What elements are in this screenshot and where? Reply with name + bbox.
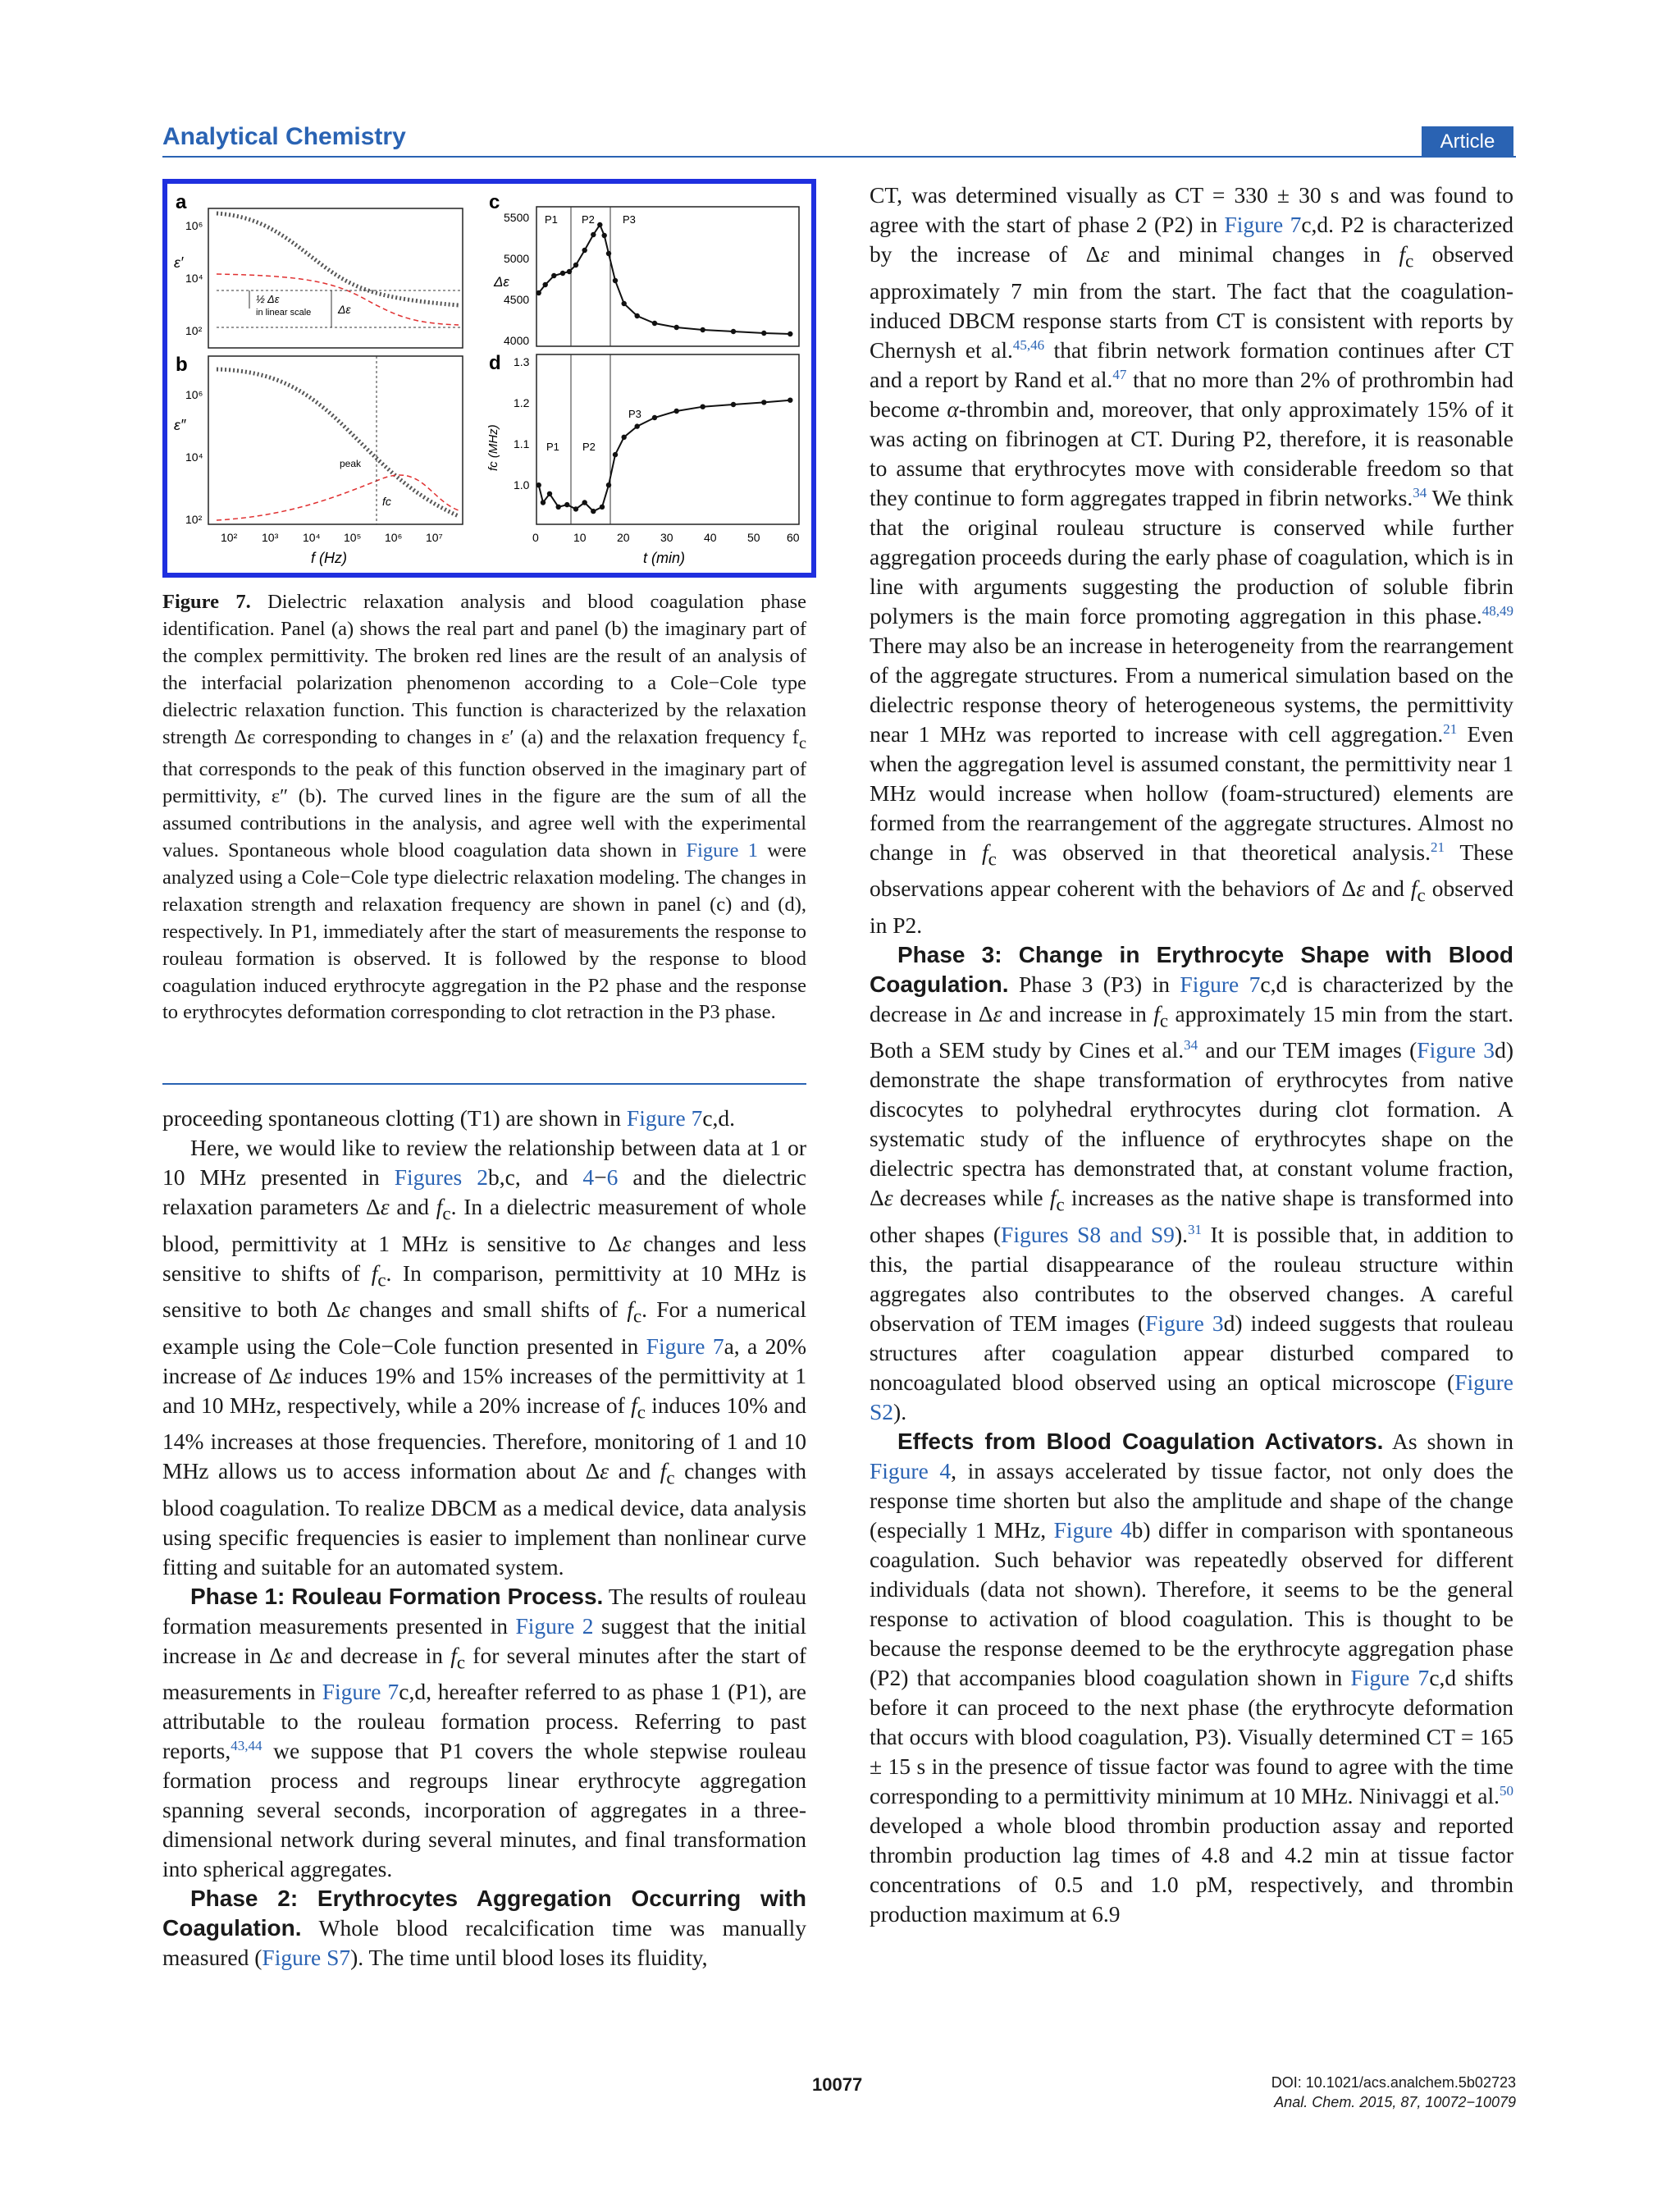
figure-link[interactable]: Figure 7 xyxy=(626,1105,703,1131)
paragraph: Effects from Blood Coagulation Activators. As shown in Figure 4, in assays accelerated by tissue factor, not only does the response time shorten but also the amplitude and shape of the change (especially 1 MHz, Figure 4b) differ in comparison with spontaneous coagulation. Such behavior was repeatedly observed for different individuals (data not shown). Therefore, it seems to be the general response to activation of blood coagulation. This is thought to be because the response deemed to be the erythrocyte aggregation phase (P2) that accompanies blood coagulation shown in Figure 7c,d shifts before it can proceed to the next phase (the erythrocyte deformation that occurs with blood coagulation, P3). Visually determined CT = 165 ± 15 s in the presence of tissue factor was found to agree with the time corresponding to a permittivity minimum at 10 MHz. Ninivaggi et al.$^{50}$ developed a whole blood thrombin production assay and reported thrombin production lag times of 4.8 and 4.2 min at tissue factor concentrations of 0.5 and 1.0 pM, respectively, and thrombin production maximum at 6.9 xyxy=(870,1428,1513,1927)
panel-c-ytick: 5500 xyxy=(504,211,530,224)
panel-a-ylabel: ε′ xyxy=(174,254,184,271)
panel-c-data-point xyxy=(701,327,705,332)
panel-a-linear-label: in linear scale xyxy=(256,308,312,318)
panel-b-data-curve xyxy=(217,369,459,516)
panel-d-data-point xyxy=(652,415,657,420)
citation-link[interactable]: 31 xyxy=(1187,1221,1202,1237)
panel-d-ytick: 1.2 xyxy=(514,396,530,409)
panel-d-data-point xyxy=(761,400,766,405)
panel-b-xtick: 10⁴ xyxy=(303,531,321,544)
panel-c-data-point xyxy=(602,233,607,238)
panel-d-data-point xyxy=(600,505,605,510)
panel-c-data-point xyxy=(613,278,618,283)
paragraph: Phase 1: Rouleau Formation Process. The results of rouleau formation measurements presented in Figure 2 suggest that the initial increase in Δε and decrease in $f_c$ for several minutes after the start of measurements in Figure 7c,d, hereafter referred to as phase 1 (P1), are attributable to the rouleau formation process. Referring to past reports,$^{43,44}$ we suppose that P1 covers the whole stepwise rouleau formation process and regroups linear erythrocyte aggregation spanning several seconds, incorporation of aggregates in a three-dimensional network during several minutes, and final transformation into spherical aggregates. xyxy=(162,1583,807,1881)
panel-b-ylabel: ε″ xyxy=(174,417,186,433)
citation-link[interactable]: 48,49 xyxy=(1481,602,1513,619)
panel-d-data-point xyxy=(788,398,792,403)
panel-c-data-point xyxy=(652,321,657,326)
section-heading: Effects from Blood Coagulation Activators. xyxy=(897,1428,1384,1454)
panel-c-series-line xyxy=(539,225,791,334)
panel-b-ytick: 10⁴ xyxy=(185,450,203,464)
panel-d-data-point xyxy=(541,500,546,505)
header-rule xyxy=(162,156,1516,158)
panel-b-xlabel: f (Hz) xyxy=(311,550,347,566)
page-number: 10077 xyxy=(812,2074,863,2095)
figure-link[interactable]: Figure S2 xyxy=(870,1369,1513,1424)
figure-link[interactable]: Figures 2 xyxy=(394,1164,488,1190)
panel-b-xtick: 10³ xyxy=(262,531,279,544)
panel-d-xlabel: t (min) xyxy=(643,550,685,566)
panel-c-data-point xyxy=(622,301,627,306)
panel-d-axes xyxy=(536,354,799,524)
panel-b-fc-label: fc xyxy=(382,495,391,508)
panel-d-data-point xyxy=(731,402,736,407)
panel-b-xtick: 10⁷ xyxy=(426,531,443,544)
panel-d-xtick: 20 xyxy=(617,531,630,544)
panel-c-data-point xyxy=(635,313,640,318)
panel-c-data-point xyxy=(573,263,578,267)
panel-d-xtick: 40 xyxy=(704,531,717,544)
panel-c-data-point xyxy=(551,273,556,278)
panel-d-data-point xyxy=(564,502,569,507)
panel-b-axes xyxy=(208,356,463,524)
citation-link[interactable]: 21 xyxy=(1431,839,1445,855)
panel-c-phase-label: P2 xyxy=(582,213,595,226)
panel-b-peak-label: peak xyxy=(340,458,362,469)
panel-d-phase-label: P2 xyxy=(582,441,596,453)
citation-link[interactable]: 34 xyxy=(1184,1036,1198,1053)
panel-d-series-line xyxy=(539,400,791,511)
figure-link[interactable]: Figure 4 xyxy=(1053,1516,1132,1543)
panel-b-fit-line xyxy=(217,475,459,520)
panel-a-data-curve xyxy=(217,213,459,305)
figure-link[interactable]: Figure 7 xyxy=(1350,1664,1430,1690)
panel-d-xtick: 10 xyxy=(573,531,587,544)
panel-c-ytick: 4500 xyxy=(504,293,530,306)
figure-link[interactable]: Figure 4 xyxy=(870,1457,952,1484)
panel-d-data-point xyxy=(591,509,596,514)
figure-link[interactable]: Figures S8 and S9 xyxy=(1001,1221,1175,1247)
panel-a-half-label: ½ Δε xyxy=(256,293,280,305)
figure-link[interactable]: Figure 3 xyxy=(1145,1310,1224,1336)
panel-c-data-point xyxy=(560,271,565,276)
panel-d-ytick: 1.3 xyxy=(514,355,530,368)
right-column xyxy=(870,181,1513,1929)
panel-b-xtick: 10⁶ xyxy=(385,531,403,544)
panel-d-xtick: 0 xyxy=(532,531,539,544)
panel-c-data-point xyxy=(582,248,587,253)
panel-d-data-point xyxy=(622,435,627,440)
figure-link[interactable]: Figure 7 xyxy=(322,1679,399,1704)
panel-c-ytick: 4000 xyxy=(504,334,530,347)
panel-c-data-point xyxy=(543,282,548,287)
panel-d-phase-label: P1 xyxy=(546,441,559,453)
section-heading: Phase 3: Change in Erythrocyte Shape with Blood Coagulation. xyxy=(870,941,1513,997)
panel-a-ytick: 10⁶ xyxy=(185,219,203,232)
citation-link[interactable]: 43,44 xyxy=(231,1737,262,1753)
panel-c-data-point xyxy=(674,325,679,330)
panel-b-xtick: 10⁵ xyxy=(344,531,362,544)
footer-citation xyxy=(1271,2073,1516,2112)
panel-c-data-point xyxy=(591,232,596,237)
panel-c-ylabel: Δε xyxy=(494,274,509,290)
figure-link[interactable]: Figure 7 xyxy=(646,1333,724,1359)
panel-d-letter: d xyxy=(489,352,501,374)
journal-title[interactable]: Analytical Chemistry xyxy=(162,123,406,150)
panel-d-phase-label: P3 xyxy=(628,408,641,420)
citation-link[interactable]: 50 xyxy=(1500,1782,1513,1799)
panel-d-data-point xyxy=(536,482,541,487)
caption-rule xyxy=(162,1083,806,1085)
panel-d-xtick: 60 xyxy=(787,531,800,544)
panel-d-data-point xyxy=(701,405,705,409)
panel-d-data-point xyxy=(547,491,552,496)
panel-d-data-point xyxy=(556,505,561,510)
panel-d-data-point xyxy=(582,500,587,505)
panel-c-data-point xyxy=(731,329,736,334)
caption-sub: c xyxy=(798,734,806,752)
section-heading: Phase 1: Rouleau Formation Process. xyxy=(190,1583,604,1609)
panel-d-data-point xyxy=(635,423,640,428)
panel-b-letter: b xyxy=(176,354,188,376)
panel-a-letter: a xyxy=(176,191,187,213)
panel-a-ytick: 10² xyxy=(185,324,203,337)
panel-c-letter: c xyxy=(489,191,500,213)
citation-link[interactable]: 47 xyxy=(1112,366,1127,382)
figure-7[interactable] xyxy=(162,179,816,578)
panel-a-delta-label: Δε xyxy=(338,303,351,316)
caption-text-3: were analyzed using a Cole−Cole type dielectric relaxation modeling. The changes in relaxation strength and relaxation frequency are shown in panel (c) and (d), respectively. In P1, immediately after the start of measurements the response to rouleau formation is observed. It is followed by the response to blood coagulation induced erythrocyte aggregation in the P2 phase and the response to erythrocytes deformation corresponding to clot retraction in the P3 phase. xyxy=(162,839,806,1024)
panel-a-ytick: 10⁴ xyxy=(185,272,203,285)
caption-text: Dielectric relaxation analysis and blood coagulation phase identification. Panel (a) shows the real part and panel (b) the imaginary part of the complex permittivity. The broken red lines are the result of an analysis of the interfacial polarization phenomenon according to a Cole−Cole type dielectric relaxation function. This function is characterized by the relaxation strength Δε corresponding to changes in ε′ (a) and the relaxation frequency f xyxy=(162,591,806,748)
paragraph: proceeding spontaneous clotting (T1) are shown in Figure 7c,d. xyxy=(162,1105,736,1131)
paragraph: Phase 3: Change in Erythrocyte Shape with Blood Coagulation. Phase 3 (P3) in Figure 7c,d is characterized by the decrease in Δε and increase in $f_c$ approximately 15 min from the start. Both a SEM study by Cines et al.$^{34}$ and our TEM images (Figure 3d) demonstrate the shape transformation of erythrocytes from native discocytes to polyhedral erythrocytes during clot formation. A systematic study of the influence of erythrocytes shape on the dielectric spectra has demonstrated that, at constant volume fraction, Δε decreases while $f_c$ increases as the native shape is transformed into other shapes (Figures S8 and S9).$^{31}$ It is possible that, in addition to this, the partial disappearance of the rouleau structure within aggregates also contributes to the observed changes. A careful observation of TEM images (Figure 3d) indeed suggests that rouleau structures after coagulation appear disturbed compared to noncoagulated blood observed using an optical microscope (Figure S2). xyxy=(870,941,1514,1424)
panel-d-data-point xyxy=(573,506,578,511)
panel-d-data-point xyxy=(613,452,618,457)
figure-link[interactable]: 6 xyxy=(606,1164,619,1190)
panel-d-xtick: 30 xyxy=(660,531,673,544)
figure-7-graphic xyxy=(167,184,811,573)
left-column xyxy=(162,1104,806,1973)
panel-c-data-point xyxy=(606,251,611,256)
panel-c-data-point xyxy=(567,269,572,274)
panel-b-ytick: 10⁶ xyxy=(185,388,203,401)
section-heading: Phase 2: Erythrocytes Aggregation Occurring with Coagulation. xyxy=(162,1886,806,1941)
panel-d-ytick: 1.1 xyxy=(514,437,530,450)
paragraph: Phase 2: Erythrocytes Aggregation Occurring with Coagulation. Whole blood recalcification time was manually measured (Figure S7). The time until blood loses its fluidity, xyxy=(162,1886,806,1970)
panel-d-data-point xyxy=(674,409,679,414)
panel-d-data-point xyxy=(606,482,611,487)
panel-d-ytick: 1.0 xyxy=(514,478,530,491)
panel-d-ylabel: fc (MHz) xyxy=(486,424,500,471)
paragraph: Here, we would like to review the relationship between data at 1 or 10 MHz presented in Figures 2b,c, and 4−6 and the dielectric relaxation parameters Δε and $f_c$. In a dielectric measurement of whole blood, permittivity at 1 MHz is sensitive to Δε changes and less sensitive to shifts of $f_c$. In comparison, permittivity at 10 MHz is sensitive to both Δε changes and small shifts of $f_c$. For a numerical example using the Cole−Cole function presented in Figure 7a, a 20% increase of Δε induces 19% and 15% increases of the permittivity at 1 and 10 MHz, respectively, while a 20% increase of $f_c$ induces 10% and 14% increases at those frequencies. Therefore, monitoring of 1 and 10 MHz allows us to access information about Δε and $f_c$ changes with blood coagulation. To realize DBCM as a medical device, data analysis using specific frequencies is easier to implement than nonlinear curve fitting and suitable for an automated system. xyxy=(162,1135,807,1580)
panel-d-xtick: 50 xyxy=(747,531,760,544)
panel-b-xtick: 10² xyxy=(221,531,238,544)
caption-label: Figure 7. xyxy=(162,591,251,613)
panel-c-data-point xyxy=(597,222,602,227)
figure-link[interactable]: 4 xyxy=(582,1164,595,1190)
panel-a-fit-line xyxy=(217,274,459,325)
panel-b-ytick: 10² xyxy=(185,513,203,526)
panel-c-ytick: 5000 xyxy=(504,252,530,265)
figure-link[interactable]: Figure 3 xyxy=(1417,1037,1495,1063)
figure-link[interactable]: Figure 7 xyxy=(1180,971,1261,997)
figure-link[interactable]: Figure 2 xyxy=(515,1612,594,1639)
panel-c-phase-label: P1 xyxy=(545,213,558,226)
figure-1-link[interactable]: Figure 1 xyxy=(686,839,759,862)
figure-link[interactable]: Figure 7 xyxy=(1224,212,1302,237)
paragraph: CT, was determined visually as CT = 330 ± 30 s and was found to agree with the start of phase 2 (P2) in Figure 7c,d. P2 is characterized by the increase of Δε and minimal changes in $f_c$ observed approximately 7 min from the start. The fact that the coagulation-induced DBCM response starts from CT is consistent with reports by Chernysh et al.$^{45,46}$ that fibrin network formation continues after CT and a report by Rand et al.$^{47}$ that no more than 2% of prothrombin had become α-thrombin and, moreover, that only approximately 15% of it was acting on fibrinogen at CT. During P2, therefore, it is reasonable to assume that erythrocytes move with considerable freedom so that they continue to form aggregates trapped in fibrin networks.$^{34}$ We think that the original rouleau structure is conserved while further aggregation proceeds during the early phase of coagulation, which is in line with arguments suggesting the production of soluble fibrin polymers is the main force promoting aggregation in this phase.$^{48,49}$ There may also be an increase in heterogeneity from the rearrangement of the aggregate structures. From a numerical simulation based on the dielectric response theory of heterogeneous systems, the permittivity near 1 MHz was reported to increase with cell aggregation.$^{21}$ Even when the aggregation level is assumed constant, the permittivity near 1 MHz would increase when hollow (foam-structured) elements are formed from the rearrangement of the aggregate structures. Almost no change in $f_c$ was observed in that theoretical analysis.$^{21}$ These observations appear coherent with the behaviors of Δε and $f_c$ observed in P2. xyxy=(870,182,1514,938)
citation-link[interactable]: 45,46 xyxy=(1012,336,1045,353)
doi-link[interactable]: DOI: 10.1021/acs.analchem.5b02723 xyxy=(1271,2074,1516,2091)
panel-c-data-point xyxy=(788,331,792,336)
panel-c-data-point xyxy=(761,331,766,336)
panel-c-phase-label: P3 xyxy=(623,213,636,226)
figure-link[interactable]: Figure S7 xyxy=(262,1945,351,1970)
citation-link[interactable]: 21 xyxy=(1443,720,1458,737)
caption-text-2: that corresponds to the peak of this function observed in the imaginary part of permittivity, ε″ (b). The curved lines in the figure are the sum of all the assumed contributions in the analysis, and agree well with the experimental values. Spontaneous whole blood coagulation data shown in xyxy=(162,758,806,862)
journal-citation: Anal. Chem. 2015, 87, 10072−10079 xyxy=(1274,2094,1516,2110)
article-badge: Article xyxy=(1422,126,1513,158)
panel-c-data-point xyxy=(536,290,541,295)
figure-caption xyxy=(162,589,806,1026)
citation-link[interactable]: 34 xyxy=(1413,484,1427,501)
